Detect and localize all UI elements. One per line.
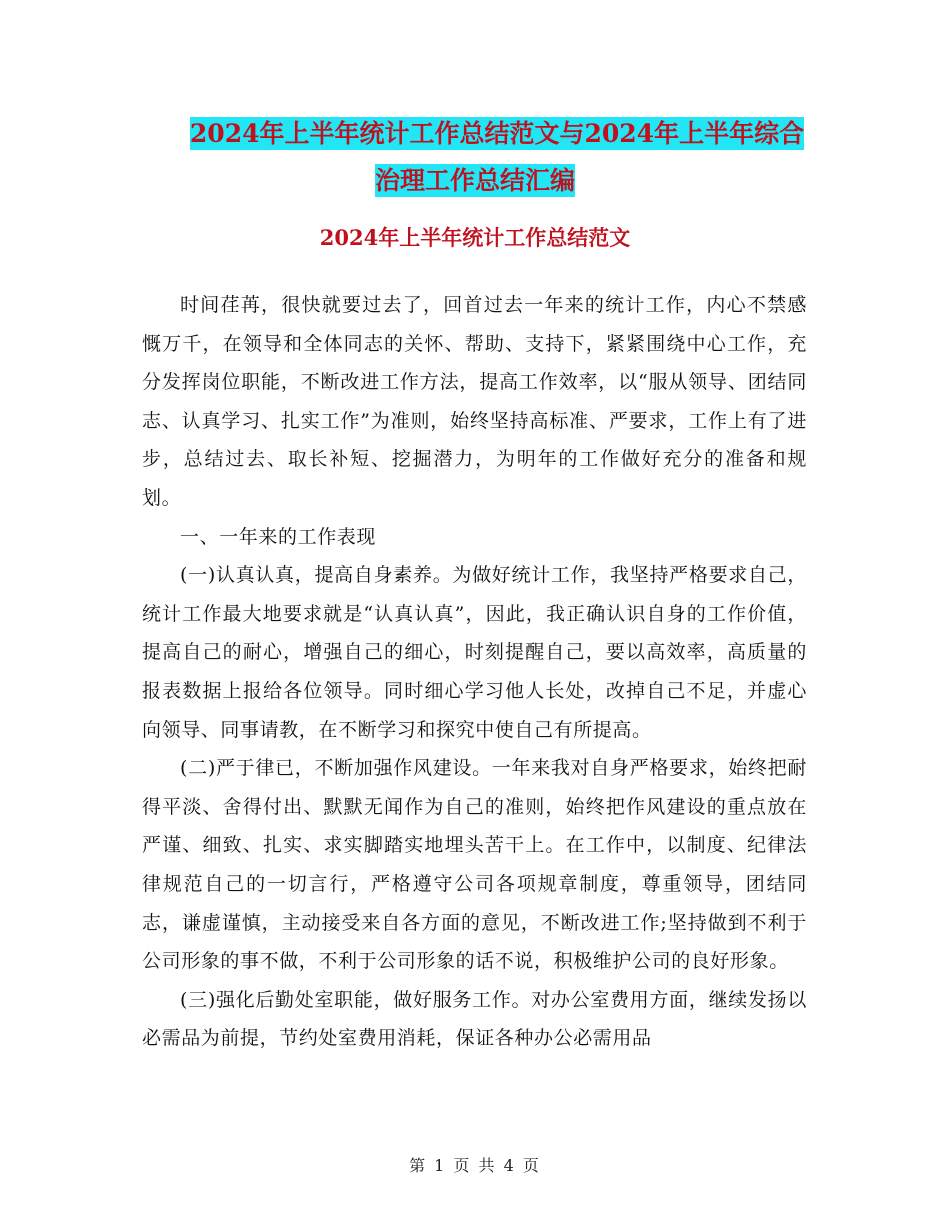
paragraph-intro: 时间荏苒，很快就要过去了，回首过去一年来的统计工作，内心不禁感慨万千，在领导和全体同志的关怀、帮助、支持下，紧紧围绕中心工作，充分发挥岗位职能，不断改进工作方法，提高工作效率，以“服从领导、团结同志、认真学习、扎实工作”为准则，始终坚持高标准、严要求，工作上有了进步，总结过去、取长补短、挖掘潜力，为明年的工作做好充分的准备和规划。	[142, 294, 807, 509]
page-number: 第 1 页 共 4 页	[409, 1156, 541, 1175]
paragraph-item-1: (一)认真认真，提高自身素养。为做好统计工作，我坚持严格要求自己，统计工作最大地要求就是“认真认真”，因此，我正确认识自身的工作价值，提高自己的耐心，增强自己的细心，时刻提醒自己，要以高效率，高质量的报表数据上报给各位领导。同时细心学习他人长处，改掉自己不足，并虚心向领导、同事请教，在不断学习和探究中使自己有所提高。	[142, 564, 807, 741]
title-line-2: 治理工作总结汇编	[374, 166, 575, 195]
paragraph-heading: 一、一年来的工作表现	[180, 525, 377, 548]
section-title: 2024年上半年统计工作总结范文	[319, 225, 631, 250]
document-title	[0, 110, 950, 204]
document-body	[142, 286, 807, 1058]
paragraph-item-3: (三)强化后勤处室职能，做好服务工作。对办公室费用方面，继续发扬以必需品为前提，节约处室费用消耗，保证各种办公必需用品	[142, 988, 807, 1050]
title-line-1: 2024年上半年统计工作总结范文与2024年上半年综合	[189, 119, 805, 148]
paragraph-item-2: (二)严于律已，不断加强作风建设。一年来我对自身严格要求，始终把耐得平淡、舍得付出、默默无闻作为自己的准则，始终把作风建设的重点放在严谨、细致、扎实、求实脚踏实地埋头苦干上。在工作中，以制度、纪律法律规范自己的一切言行，严格遵守公司各项规章制度，尊重领导，团结同志，谦虚谨慎，主动接受来自各方面的意见，不断改进工作;坚持做到不利于公司形象的事不做，不利于公司形象的话不说，积极维护公司的良好形象。	[142, 757, 807, 973]
